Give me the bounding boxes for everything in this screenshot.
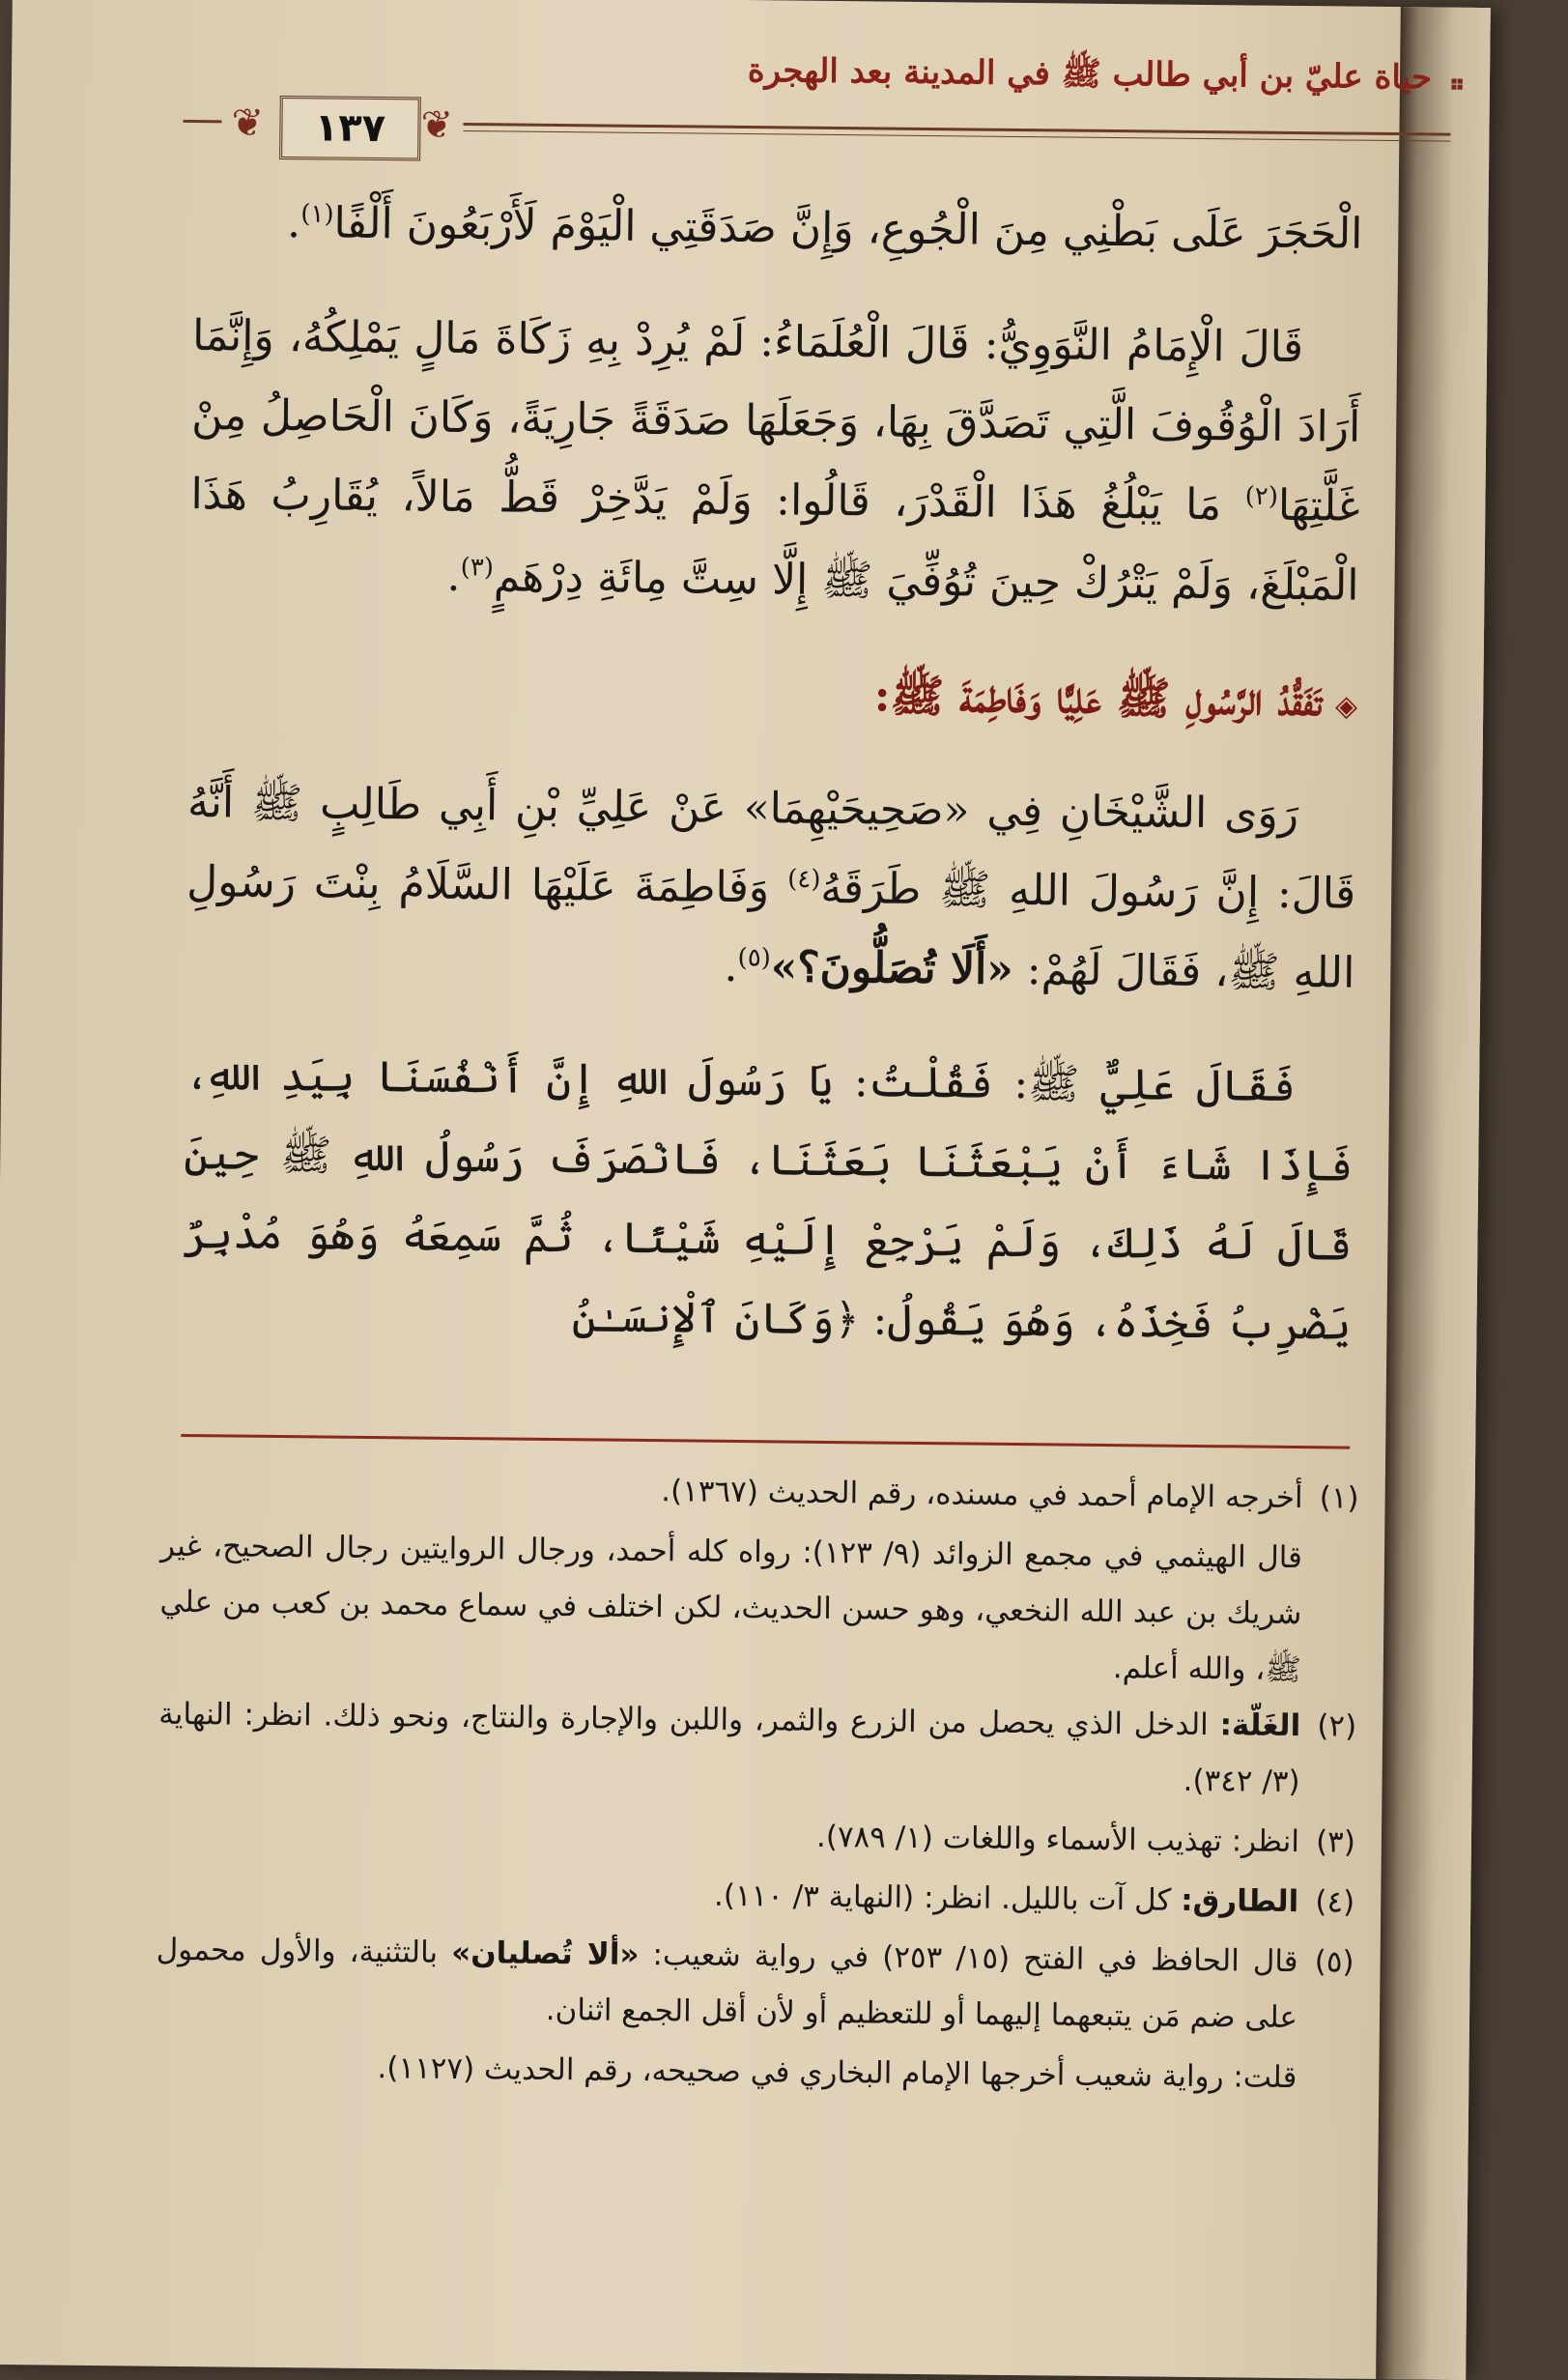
text-span: مَا يَبْلُغُ هَذَا الْقَدْرَ، قَالُوا: وَلَمْ يَدَّخِرْ قَطُّ مَالاً، يُقَارِبُ هَذَا الْمَبْلَغَ، وَلَمْ يَتْرُكْ حِينَ تُوُفِّيَ ﷺ إِلَّا سِتَّ مِائَةِ دِرْهَمٍ <box>190 470 1359 611</box>
divider <box>183 120 221 123</box>
page-edge <box>1376 7 1491 2380</box>
footnote-ref: (٢) <box>1244 481 1279 512</box>
footnote <box>157 1686 1356 1811</box>
paragraph: قَالَ الْإِمَامُ النَّوَوِيُّ: قَالَ الْعُلَمَاءُ: لَمْ يُرِدْ بِهِ زَكَاةَ مَالٍ يَمْلِكُهُ، وَإِنَّمَا أَرَادَ الْوُقُوفَ الَّتِي تَصَدَّقَ بِهَا، وَجَعَلَهَا صَدَقَةً جَارِيَةً، وَكَانَ الْحَاصِلُ مِنْ غَلَّتِهَا$^{(٢)}$ مَا يَبْلُغُ هَذَا الْقَدْرَ، قَالُوا: وَلَمْ يَدَّخِرْ قَطُّ مَالاً، يُقَارِبُ هَذَا الْمَبْلَغَ، وَلَمْ يَتْرُكْ حِينَ تُوُفِّيَ ﷺ إِلَّا سِتَّ مِائَةِ دِرْهَمٍ$^{(٣)}$. <box>190 311 1361 611</box>
footnote-continuation: قال الهيثمي في مجمع الزوائد (٩/ ١٢٣): رواه كله أحمد، ورجال الروايتين رجال الصحيح، غير شريك بن عبد الله النخعي، وهو حسن الحديث، لكن اختلف في سماع محمد بن كعب من علي ﷺ، والله أعلم. <box>159 1528 1303 1688</box>
header-rule <box>463 123 1450 136</box>
footnote-number: (٣) <box>1315 1824 1356 1860</box>
page-header <box>183 35 1451 164</box>
footnote-ref: (٤) <box>787 864 821 895</box>
footnote <box>156 1922 1354 2047</box>
footnote-number: (٤) <box>1315 1884 1355 1920</box>
text-span: قَالَ الْإِمَامُ النَّوَوِيُّ: قَالَ الْعُلَمَاءُ: لَمْ يُرِدْ بِهِ زَكَاةَ مَالٍ يَمْلِكُهُ، وَإِنَّمَا أَرَادَ الْوُقُوفَ الَّتِي تَصَدَّقَ بِهَا، وَجَعَلَهَا صَدَقَةً جَارِيَةً، وَكَانَ الْحَاصِلُ مِنْ غَلَّتِهَا <box>191 311 1361 531</box>
text-span: كل آت بالليل. انظر: (النهاية ٣/ ١١٠). <box>713 1878 1182 1918</box>
footnote <box>157 1862 1355 1931</box>
footnote-text <box>157 1862 1299 1930</box>
heading-text: تَفَقُّدُ الرَّسُولِ ﷺ عَلِيًّا وَفَاطِمَةَ ﷺ: <box>873 669 1323 727</box>
footnote-text <box>157 1686 1300 1810</box>
ornament-icon: ❦ <box>231 100 265 146</box>
paragraph: الْحَجَرَ عَلَى بَطْنِي مِنَ الْجُوعِ، وَإِنَّ صَدَقَتِي الْيَوْمَ لَأَرْبَعُونَ أَلْفًا$^{(١)}$. <box>286 198 1363 259</box>
text-span: قال الحافظ في الفتح (١٥/ ٢٥٣) في رواية شعيب: <box>639 1936 1298 1980</box>
footnote-term: الطارق: <box>1181 1882 1299 1920</box>
section-heading <box>188 648 1358 747</box>
paragraph <box>182 1036 1354 1365</box>
footnote-text: انظر: تهذيب الأسماء واللغات (١/ ٧٨٩). <box>815 1819 1300 1860</box>
footnote-text: أخرجه الإمام أحمد في مسنده، رقم الحديث (١٣٦٧). <box>661 1474 1303 1516</box>
text-span: الدخل الذي يحصل من الزرع والثمر، واللبن والإجارة والنتاج، ونحو ذلك. انظر: النهاية (٣/ ٣٤٢). <box>158 1696 1300 1800</box>
footnote-term: الغَلّة: <box>1219 1707 1301 1744</box>
footnote <box>160 1458 1359 1527</box>
running-title: حياة عليّ بن أبي طالب ﷺ في المدينة بعد الهجرة <box>747 51 1433 98</box>
footnote-number: (٥) <box>1314 1944 1354 1980</box>
main-text <box>182 183 1363 1400</box>
ornament-icon: ❖ <box>1440 70 1471 100</box>
text-span: رَوَى الشَّيْخَانِ فِي «صَحِيحَيْهِمَا» عَنْ عَلِيِّ بْنِ أَبِي طَالِبٍ ﷺ أَنَّهُ قَالَ: إِنَّ رَسُولَ اللهِ ﷺ طَرَقَهُ <box>186 778 1356 919</box>
paragraph: رَوَى الشَّيْخَانِ فِي «صَحِيحَيْهِمَا» عَنْ عَلِيِّ بْنِ أَبِي طَالِبٍ ﷺ أَنَّهُ قَالَ: إِنَّ رَسُولَ اللهِ ﷺ طَرَقَهُ$^{(٤)}$ وَفَاطِمَةَ عَلَيْهَا السَّلَامُ بِنْتَ رَسُولِ اللهِ ﷺ، فَقَالَ لَهُمْ: «أَلَا تُصَلُّونَ؟»$^{(٥)}$. <box>186 778 1356 998</box>
page-number: ١٣٧ <box>314 105 386 152</box>
footnote-ref: (٣) <box>460 553 495 583</box>
ornament-icon: ❦ <box>420 102 454 148</box>
footnote-ref: (١) <box>300 199 334 229</box>
page-number-box <box>279 96 421 161</box>
footnotes <box>155 1458 1359 2107</box>
text-span: الْحَجَرَ عَلَى بَطْنِي مِنَ الْجُوعِ، وَإِنَّ صَدَقَتِي الْيَوْمَ لَأَرْبَعُونَ أَلْفًا <box>333 198 1363 259</box>
footnote-number: (٢) <box>1317 1708 1357 1744</box>
footnote-ref: (٥) <box>737 943 772 973</box>
footnote-number: (١) <box>1319 1480 1359 1516</box>
diamond-bullet-icon: ◈ <box>1334 689 1358 724</box>
footnote-continuation: قلت: رواية شعيب أخرجها الإمام البخاري في صحيحه، رقم الحديث (١١٢٧). <box>377 2050 1297 2096</box>
text-span: بالتثنية، والأول محمول على ضم مَن يتبعهما إليهما أو للتعظيم أو لأن أقل الجمع اثنان. <box>156 1932 1298 2036</box>
footnote <box>157 1802 1356 1871</box>
footnote-separator <box>181 1434 1350 1449</box>
text-span: فَقَالَ عَلِيٌّ ﷺ: فَقُلْتُ: يَا رَسُولَ اللهِ إِنَّ أَنْفُسَنَا بِيَدِ اللهِ، فَإِذَا شَاءَ أَنْ يَبْعَثَنَا بَعَثَنَا، فَانْصَرَفَ رَسُولُ اللهِ ﷺ حِينَ قَالَ لَهُ ذَلِكَ، وَلَمْ يَرْجِعْ إِلَيْهِ شَيْئًا، ثُمَّ سَمِعَهُ وَهُوَ مُدْبِرٌ يَضْرِبُ فَخِذَهُ، وَهُوَ يَقُولُ: ﴿وَكَانَ ٱلْإِنسَـٰنُ <box>183 1049 1354 1350</box>
footnote-text <box>156 1922 1298 2046</box>
text-span: وَفَاطِمَةَ عَلَيْهَا السَّلَامُ بِنْتَ رَسُولِ اللهِ ﷺ، فَقَالَ لَهُمْ: <box>186 856 1355 998</box>
footnote-quote: «ألا تُصليان» <box>450 1935 640 1972</box>
prophet-quote: «أَلَا تُصَلُّونَ؟» <box>770 942 1014 994</box>
